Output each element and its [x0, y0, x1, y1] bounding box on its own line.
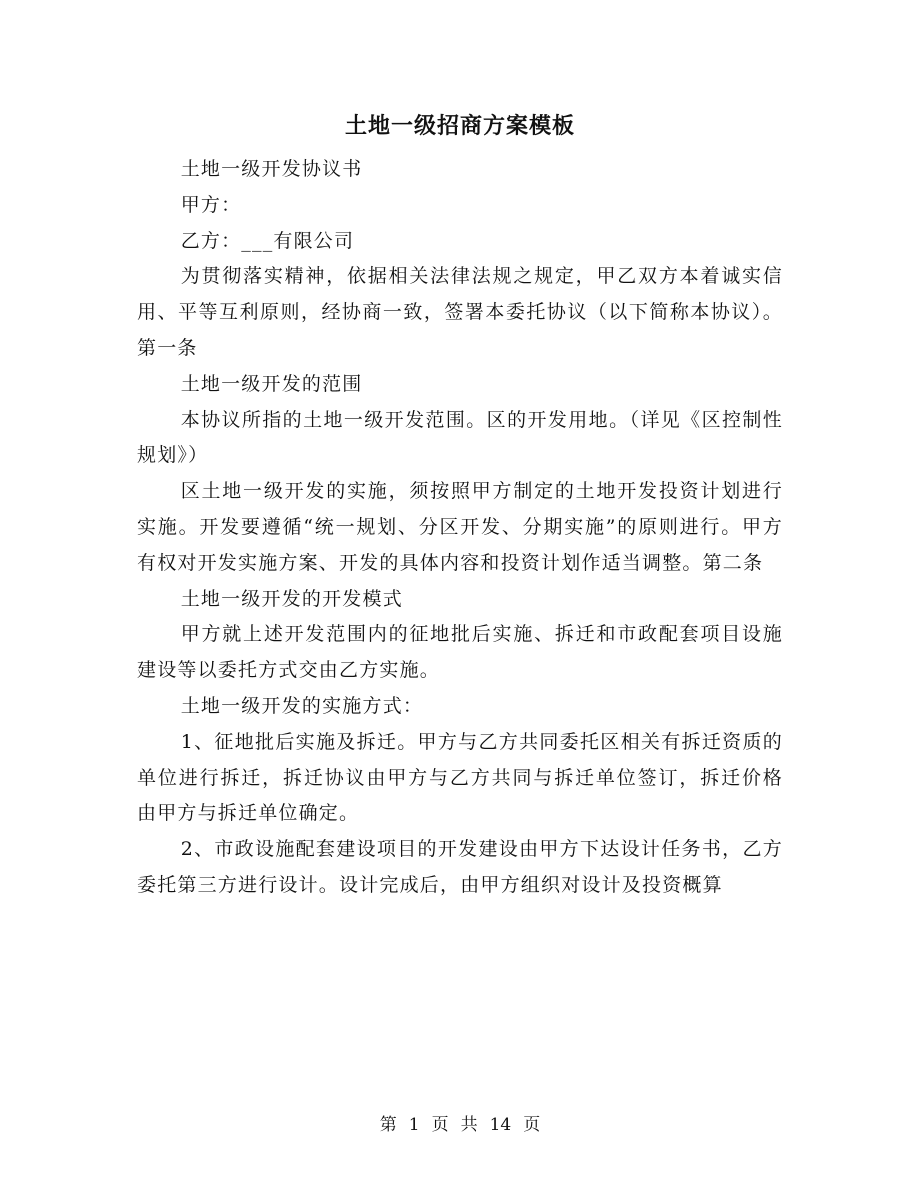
paragraph-mode-text: 甲方就上述开发范围内的征地批后实施、拆迁和市政配套项目设施建设等以委托方式交由乙方实施。 [137, 623, 783, 682]
footer-total-pages: 14 [489, 1115, 512, 1135]
paragraph-mode-heading: 土地一级开发的开发模式 [180, 587, 403, 610]
paragraph-implementation: 区土地一级开发的实施，须按照甲方制定的土地开发投资计划进行实施。开发要遵循“统一规划、分区开发、分期实施”的原则进行。甲方有权对开发实施方案、开发的具体内容和投资计划作适当调整。第二条 [137, 480, 783, 574]
paragraph-method-item-1: 1、征地批后实施及拆迁。甲方与乙方共同委托区相关有拆迁资质的单位进行拆迁，拆迁协议由甲方与乙方共同与拆迁单位签订，拆迁价格由甲方与拆迁单位确定。 [137, 730, 783, 825]
footer-page-unit: 页 [431, 1115, 449, 1135]
paragraph-scope-heading: 土地一级开发的范围 [180, 372, 363, 395]
footer-page-label: 第 [379, 1115, 397, 1135]
paragraph-agreement-heading: 土地一级开发协议书 [180, 158, 363, 180]
paragraph-method-item-2: 2、市政设施配套建设项目的开发建设由甲方下达设计任务书，乙方委托第三方进行设计。设计完成后，由甲方组织对设计及投资概算 [137, 838, 783, 896]
paragraph-party-a: 甲方： [180, 193, 242, 216]
paragraph-method-heading: 土地一级开发的实施方式： [180, 694, 424, 717]
page-number-footer [0, 1113, 920, 1137]
footer-total-label: 共 [460, 1115, 478, 1135]
document-body [137, 152, 783, 904]
paragraph-party-b: 乙方：___有限公司 [180, 229, 355, 252]
paragraph-preamble: 为贯彻落实精神，依据相关法律法规之规定，甲乙双方本着诚实信用、平等互利原则，经协商一致，签署本委托协议（以下简称本协议）。第一条 [137, 265, 783, 359]
paragraph-scope-text: 本协议所指的土地一级开发范围。区的开发用地。（详见《区控制性规划》） [137, 408, 783, 467]
footer-total-unit: 页 [523, 1115, 541, 1135]
document-title: 土地一级招商方案模板 [344, 113, 575, 139]
footer-current-page: 1 [408, 1115, 420, 1135]
